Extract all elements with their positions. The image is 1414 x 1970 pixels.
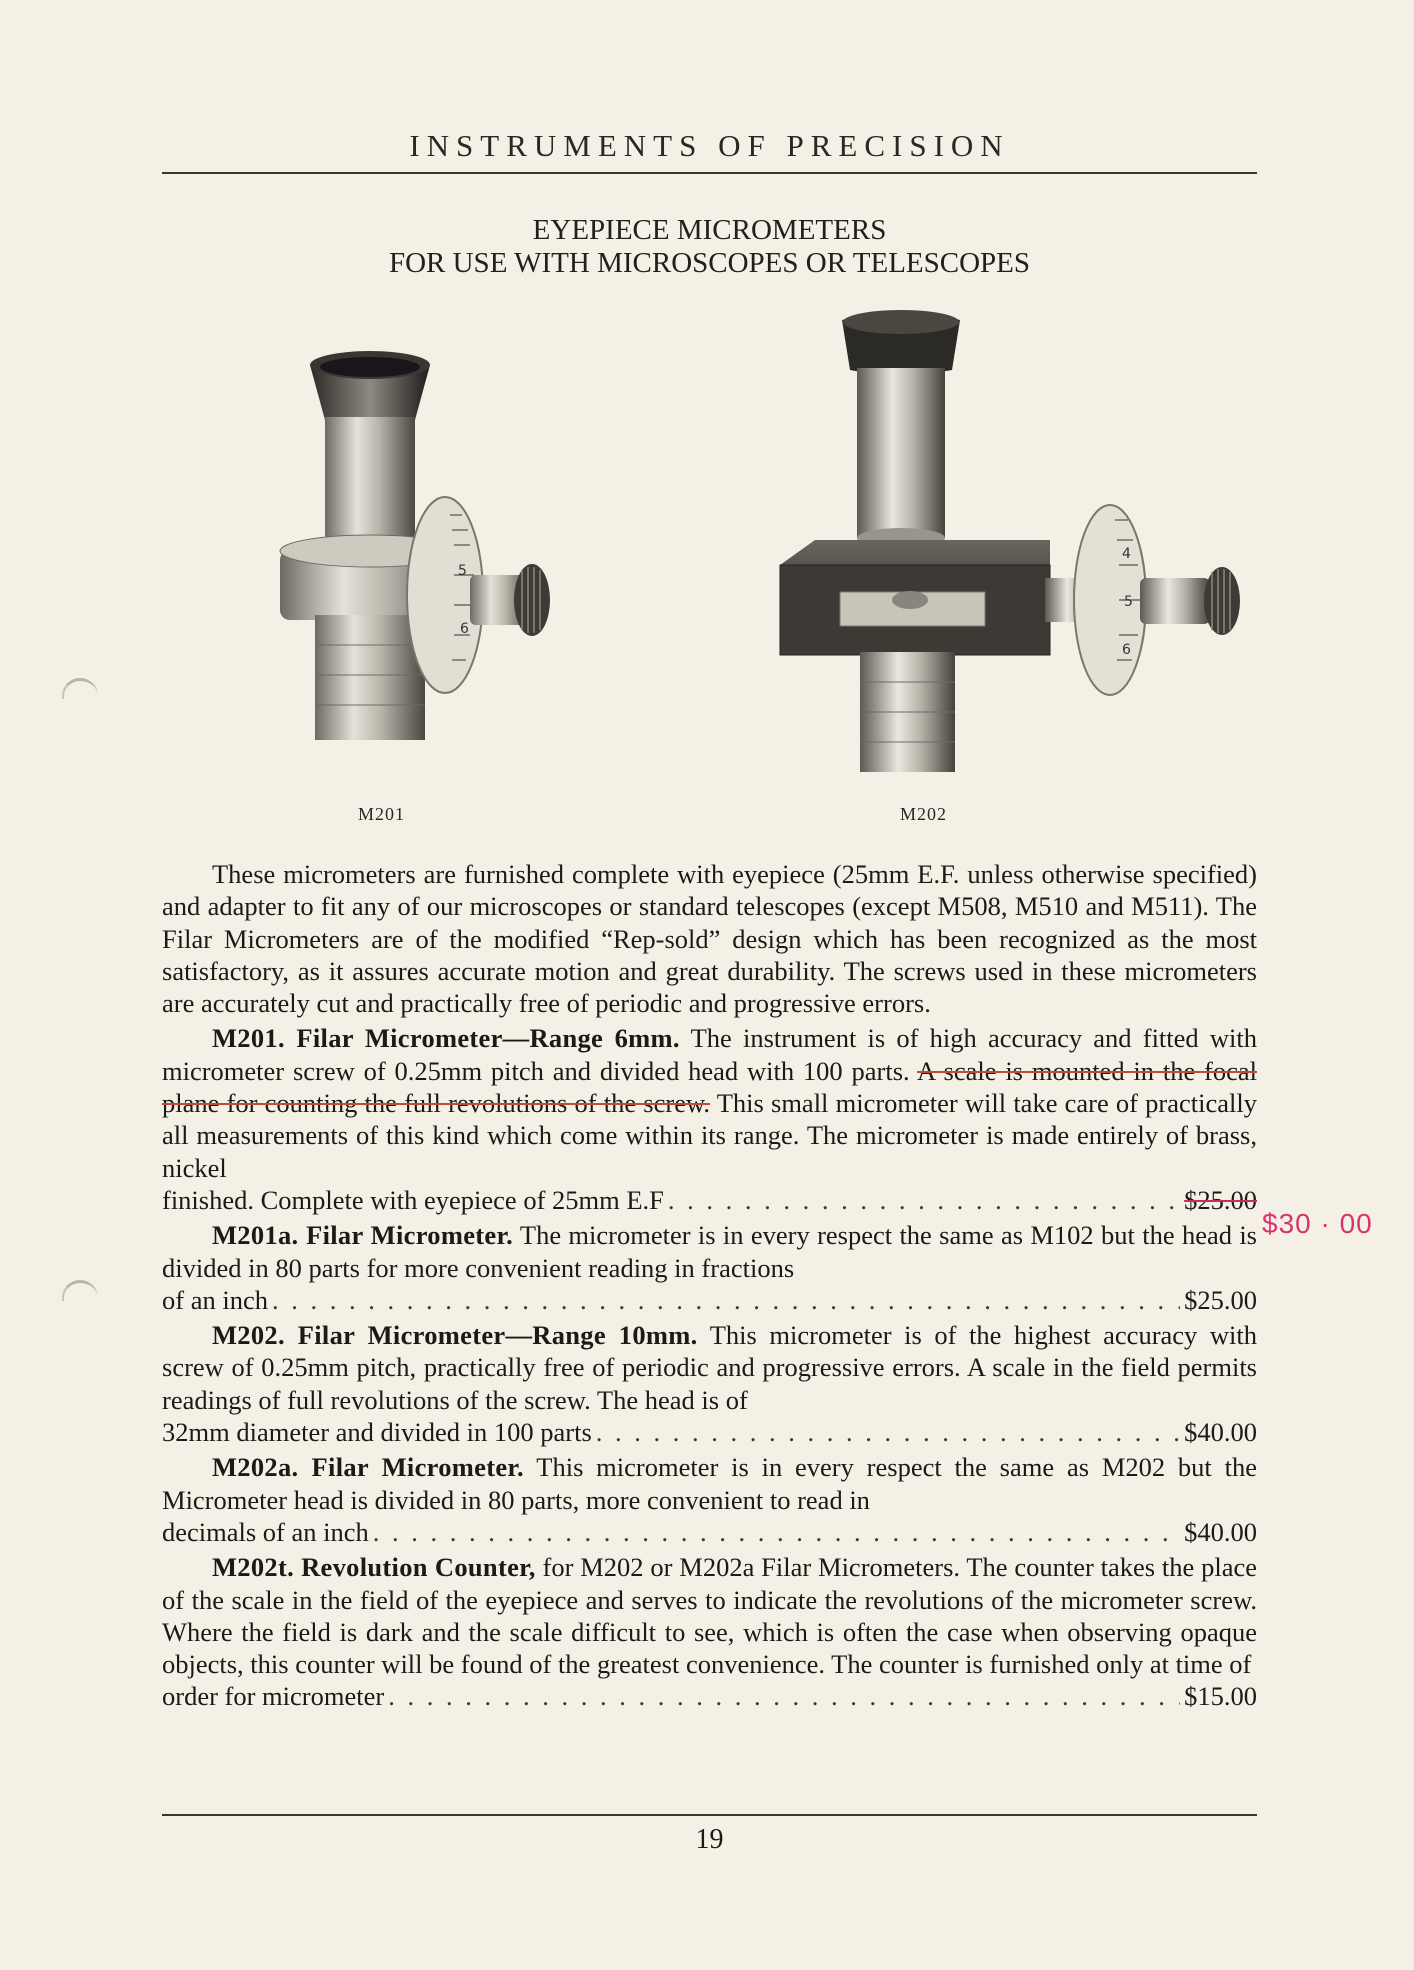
m202a-heading: M202a. Filar Micrometer. bbox=[212, 1452, 524, 1483]
binder-hole-mark bbox=[62, 1280, 98, 1301]
m202t-text: for M202 or M202a Filar Micrometers. The counter takes the place of the scale in the field of the eyepiece and serves to indicate the revolutions of the micrometer screw. Where the field is dark and the scale difficult to see, which is often the case when observing opaque objects, this counter will be found of the greatest convenience. The counter is furnished only at time of bbox=[162, 1552, 1257, 1680]
dot-leader bbox=[373, 1516, 1180, 1548]
m201-last-line: finished. Complete with eyepiece of 25mm E.F bbox=[162, 1184, 664, 1215]
m202t-heading: M202t. Revolution Counter, bbox=[212, 1552, 536, 1583]
svg-text:5: 5 bbox=[458, 563, 467, 579]
m202t-last-line: order for micrometer bbox=[162, 1681, 385, 1712]
body-text bbox=[162, 858, 1257, 1716]
dot-leader bbox=[668, 1184, 1180, 1216]
m202a-price-line bbox=[162, 1516, 1257, 1548]
m202a-last-line: decimals of an inch bbox=[162, 1516, 369, 1547]
m201-micrometer-image bbox=[270, 345, 610, 790]
m201-entry bbox=[162, 1022, 1257, 1216]
m202-entry bbox=[162, 1319, 1257, 1448]
m202a-text: This micrometer is in every respect the same as M202 but the Micrometer head is divided in 80 parts, more convenient to read in bbox=[162, 1452, 1257, 1515]
dot-leader bbox=[388, 1680, 1180, 1712]
handwritten-price-correction: $30 · 00 bbox=[1262, 1208, 1373, 1239]
binder-hole-mark bbox=[62, 678, 98, 699]
m201-heading: M201. Filar Micrometer—Range 6mm. bbox=[212, 1023, 680, 1054]
svg-text:5: 5 bbox=[1124, 594, 1133, 610]
footer-rule bbox=[162, 1814, 1257, 1816]
m202t-price-line bbox=[162, 1680, 1257, 1712]
page-number: 19 bbox=[695, 1824, 724, 1855]
m202-price: $40.00 bbox=[1184, 1417, 1257, 1448]
m202-micrometer-image bbox=[770, 310, 1260, 790]
header-rule bbox=[162, 172, 1257, 174]
m201a-last-line: of an inch bbox=[162, 1284, 268, 1315]
m201-struck-text: A scale is mounted in the focal plane for counting the full revolutions of the screw. bbox=[162, 1055, 1257, 1119]
m202t-entry bbox=[162, 1551, 1257, 1712]
m201-text-b: This small micrometer will take care of practically all measurements of this kind which come within its range. The micrometer is made entirely of brass, nickel bbox=[162, 1088, 1257, 1183]
m202-caption: M202 bbox=[900, 804, 948, 824]
m201a-entry bbox=[162, 1219, 1257, 1316]
m201a-price-line bbox=[162, 1284, 1257, 1316]
m202t-price: $15.00 bbox=[1184, 1681, 1257, 1712]
svg-text:6: 6 bbox=[1122, 642, 1131, 658]
m202a-price: $40.00 bbox=[1184, 1516, 1257, 1547]
running-head: INSTRUMENTS OF PRECISION bbox=[409, 128, 1010, 163]
section-title bbox=[162, 214, 1257, 280]
section-title-line-1: EYEPIECE MICROMETERS bbox=[532, 214, 887, 246]
intro-paragraph: These micrometers are furnished complete with eyepiece (25mm E.F. unless otherwise specified) and adapter to fit any of our microscopes or standard telescopes (except M508, M510 and M511). The Filar Micrometers are of the modified “Rep-sold” design which has been recognized as the most satisfactory, as it assures accurate motion and great durability. The screws used in these micrometers are accurately cut and practically free of periodic and progressive errors. bbox=[162, 859, 1257, 1019]
m201a-price: $25.00 bbox=[1184, 1284, 1257, 1315]
m201a-text: The micrometer is in every respect the same as M102 but the head is divided in 80 parts for more convenient reading in fractions bbox=[162, 1220, 1257, 1283]
m202-text: This micrometer is of the highest accuracy with screw of 0.25mm pitch, practically free of periodic and progressive errors. A scale in the field permits readings of full revolutions of the screw. The head is of bbox=[162, 1320, 1257, 1415]
m202a-entry bbox=[162, 1451, 1257, 1548]
m202-last-line: 32mm diameter and divided in 100 parts bbox=[162, 1417, 592, 1448]
svg-text:4: 4 bbox=[1122, 546, 1131, 562]
m202-heading: M202. Filar Micrometer—Range 10mm. bbox=[212, 1320, 698, 1351]
m201a-heading: M201a. Filar Micrometer. bbox=[212, 1220, 514, 1251]
section-title-line-2: FOR USE WITH MICROSCOPES OR TELESCOPES bbox=[388, 247, 1031, 279]
m201-price: $25.00 bbox=[1184, 1184, 1257, 1215]
m201-caption: M201 bbox=[358, 804, 406, 824]
m202-price-line bbox=[162, 1416, 1257, 1448]
m201-text-a: The instrument is of high accuracy and fitted with micrometer screw of 0.25mm pitch and divided head with 100 parts. bbox=[162, 1023, 1257, 1086]
m201-price-line bbox=[162, 1184, 1257, 1216]
dot-leader bbox=[596, 1416, 1180, 1448]
dot-leader bbox=[272, 1284, 1180, 1316]
svg-text:6: 6 bbox=[460, 621, 469, 637]
